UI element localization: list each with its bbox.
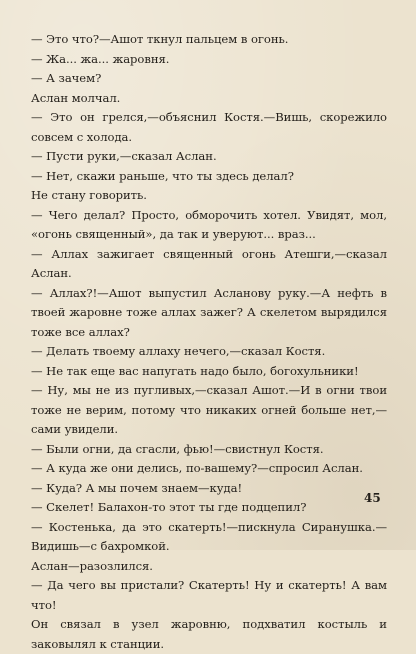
text-paragraph: — Жа... жа... жаровня. bbox=[31, 51, 170, 66]
page-number: 45 bbox=[364, 491, 381, 505]
text-paragraph: Аслан—разозлился. bbox=[31, 558, 153, 573]
text-paragraph: — Пусти руки,—сказал Аслан. bbox=[31, 149, 217, 163]
text-paragraph: — Куда? А мы почем знаем—куда! bbox=[31, 480, 243, 495]
text-paragraph: Он связал в узел жаровню, подхватил костыль и заковылял к станции. bbox=[31, 617, 387, 651]
text-paragraph: Аслан молчал. bbox=[31, 90, 121, 105]
text-paragraph: — А зачем? bbox=[31, 71, 102, 85]
text-paragraph: — Делать твоему аллаху нечего,—сказал Костя. bbox=[31, 344, 326, 358]
text-paragraph: — Ну, мы не из пугливых,—сказал Ашот.—И в огни твои тоже не верим, потому что никаких огней больше нет,—сами увидели. bbox=[31, 383, 387, 436]
text-paragraph: — А куда же они делись, по-вашему?—спросил Аслан. bbox=[31, 461, 363, 475]
text-paragraph: — Нет, скажи раньше, что ты здесь делал? bbox=[31, 168, 294, 183]
text-paragraph: — Это он грелся,—объяснил Костя.—Вишь, скорежило совсем с холода. bbox=[31, 110, 387, 144]
text-paragraph: — Скелет! Балахон-то этот ты где подцепил? bbox=[31, 500, 307, 514]
text-paragraph: — Да чего вы пристали? Скатерть! Ну и скатерть! А вам что! bbox=[31, 578, 387, 612]
text-paragraph: Не стану говорить. bbox=[31, 188, 147, 202]
text-paragraph: — Это что?—Ашот ткнул пальцем в огонь. bbox=[31, 32, 289, 46]
page-body-text bbox=[31, 30, 387, 654]
text-paragraph: — Не так еще вас напугать надо было, богохульники! bbox=[31, 363, 359, 378]
text-paragraph: — Были огни, да сгасли, фью!—свистнул Костя. bbox=[31, 441, 324, 456]
text-paragraph: — Костенька, да это скатерть!—пискнула Сиранушка.— Видишь—с бахромкой. bbox=[31, 519, 387, 553]
text-paragraph: — Чего делал? Просто, обморочить хотел. Увидят, мол, «огонь священный», да так и уверуют... враз... bbox=[31, 207, 387, 241]
text-paragraph: — Аллах зажигает священный огонь Атешги,—сказал Аслан. bbox=[31, 246, 387, 280]
text-paragraph: — Аллах?!—Ашот выпустил Асланову руку.—А нефть в твоей жаровне тоже аллах зажег? А скелетом вырядился тоже все аллах? bbox=[31, 285, 387, 339]
